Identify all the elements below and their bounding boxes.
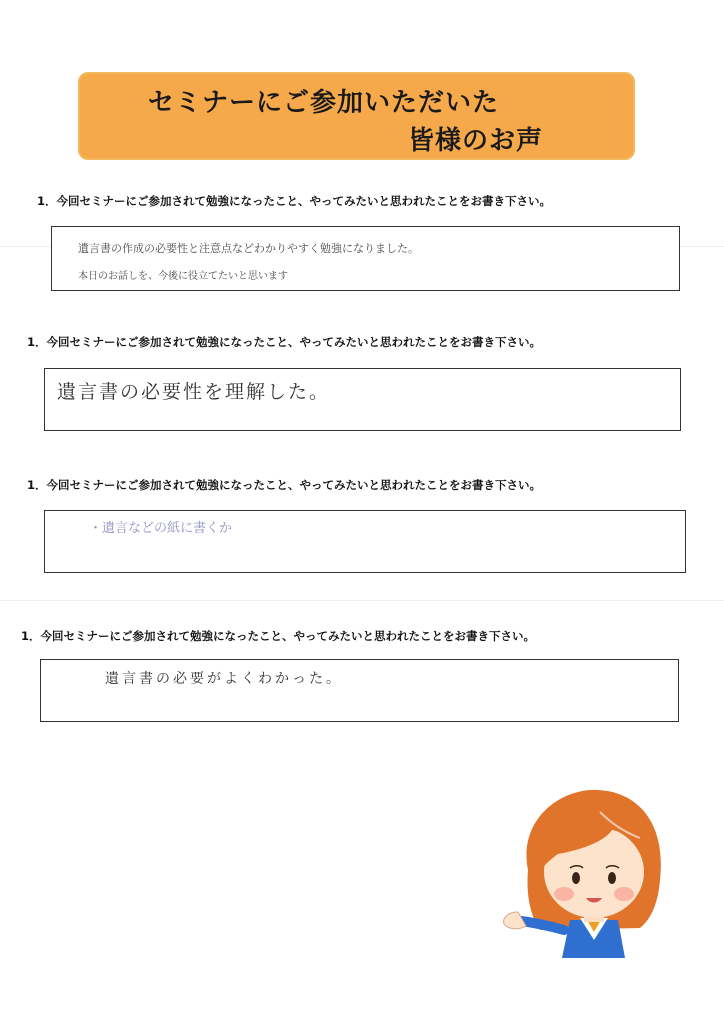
handwritten-answer-line: 遺言書の必要がよくわかった。 xyxy=(105,671,343,687)
banner-title-line-2: 皆様のお声 xyxy=(408,126,544,156)
question-label: 1．今回セミナーにご参加されて勉強になったこと、やってみたいと思われたことをお書き下さい。 xyxy=(27,335,541,349)
title-banner xyxy=(78,72,635,160)
answer-box xyxy=(51,226,680,291)
handwritten-answer-line: ・遺言などの紙に書くか xyxy=(89,521,233,536)
question-label: 1．今回セミナーにご参加されて勉強になったこと、やってみたいと思われたことをお書き下さい。 xyxy=(27,478,541,492)
smiling-woman-presenting-icon xyxy=(500,780,670,960)
question-label: 1．今回セミナーにご参加されて勉強になったこと、やってみたいと思われたことをお書き下さい。 xyxy=(37,194,551,208)
answer-box xyxy=(40,659,679,722)
answer-box xyxy=(44,368,681,431)
handwritten-answer-line: 遺言書の作成の必要性と注意点などわかりやすく勉強になりました。 xyxy=(78,242,419,255)
answer-box xyxy=(44,510,686,573)
handwritten-answer-line: 本日のお話しを、今後に役立てたいと思います xyxy=(78,271,288,282)
handwritten-answer-line: 遺言書の必要性を理解した。 xyxy=(57,381,331,403)
banner-title-line-1: セミナーにご参加いただいた xyxy=(148,88,500,118)
question-label: 1．今回セミナーにご参加されて勉強になったこと、やってみたいと思われたことをお書き下さい。 xyxy=(21,629,535,643)
